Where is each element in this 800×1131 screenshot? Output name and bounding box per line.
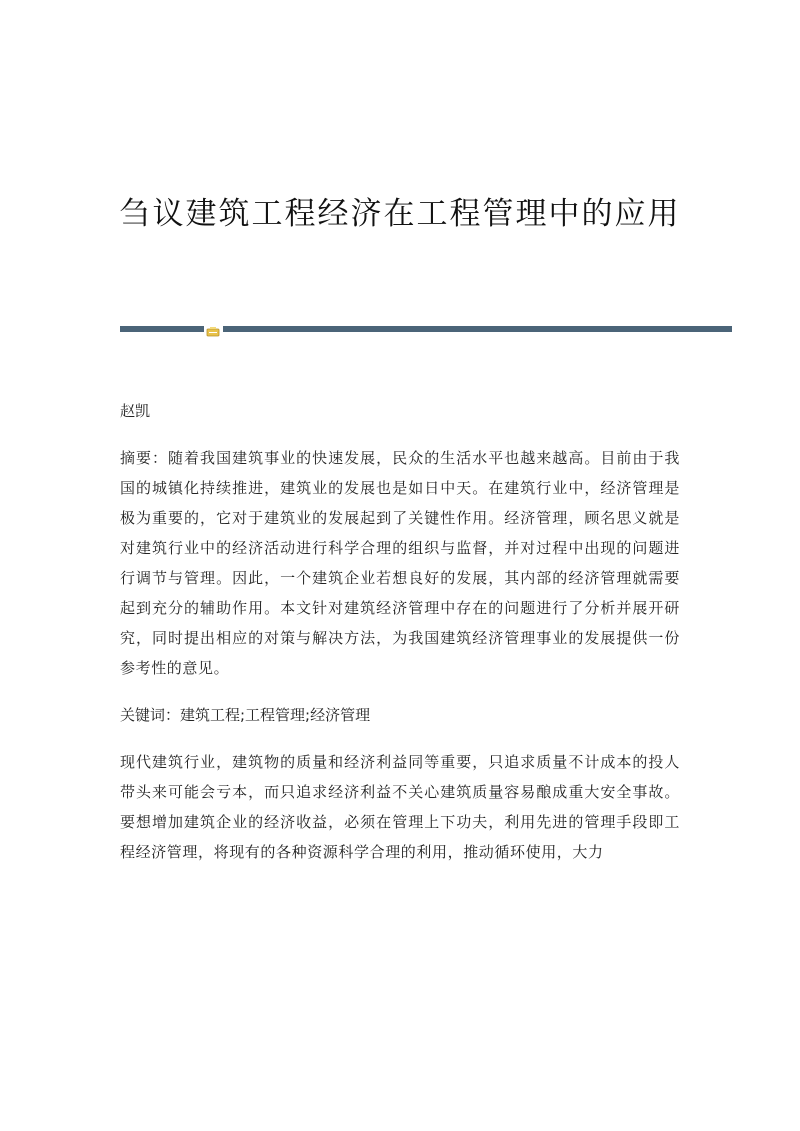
divider-bar-right bbox=[223, 326, 732, 332]
title-divider bbox=[120, 323, 732, 335]
keywords-line: 关键词：建筑工程;工程管理;经济管理 bbox=[120, 706, 371, 724]
document-body bbox=[120, 396, 680, 884]
author-name: 赵凯 bbox=[120, 402, 151, 420]
abstract-paragraph: 摘要：随着我国建筑事业的快速发展，民众的生活水平也越来越高。目前由于我国的城镇化持续推进，建筑业的发展也是如日中天。在建筑行业中，经济管理是极为重要的，它对于建筑业的发展起到了关键性作用。经济管理，顾名思义就是对建筑行业中的经济活动进行科学合理的组织与监督，并对过程中出现的问题进行调节与管理。因此，一个建筑企业若想良好的发展，其内部的经济管理就需要起到充分的辅助作用。本文针对建筑经济管理中存在的问题进行了分析并展开研究，同时提出相应的对策与解决方法，为我国建筑经济管理事业的发展提供一份参考性的意见。 bbox=[120, 449, 680, 677]
body-paragraph: 现代建筑行业，建筑物的质量和经济利益同等重要，只追求质量不计成本的投人带头来可能会亏本，而只追求经济利益不关心建筑质量容易酿成重大安全事故。要想增加建筑企业的经济收益，必须在管理上下功夫，利用先进的管理手段即工程经济管理，将现有的各种资源科学合理的利用，推动循环使用，大力 bbox=[120, 753, 680, 861]
document-title: 刍议建筑工程经济在工程管理中的应用 bbox=[119, 196, 681, 232]
divider-bar-left bbox=[120, 326, 204, 332]
pencil-icon bbox=[206, 323, 220, 335]
